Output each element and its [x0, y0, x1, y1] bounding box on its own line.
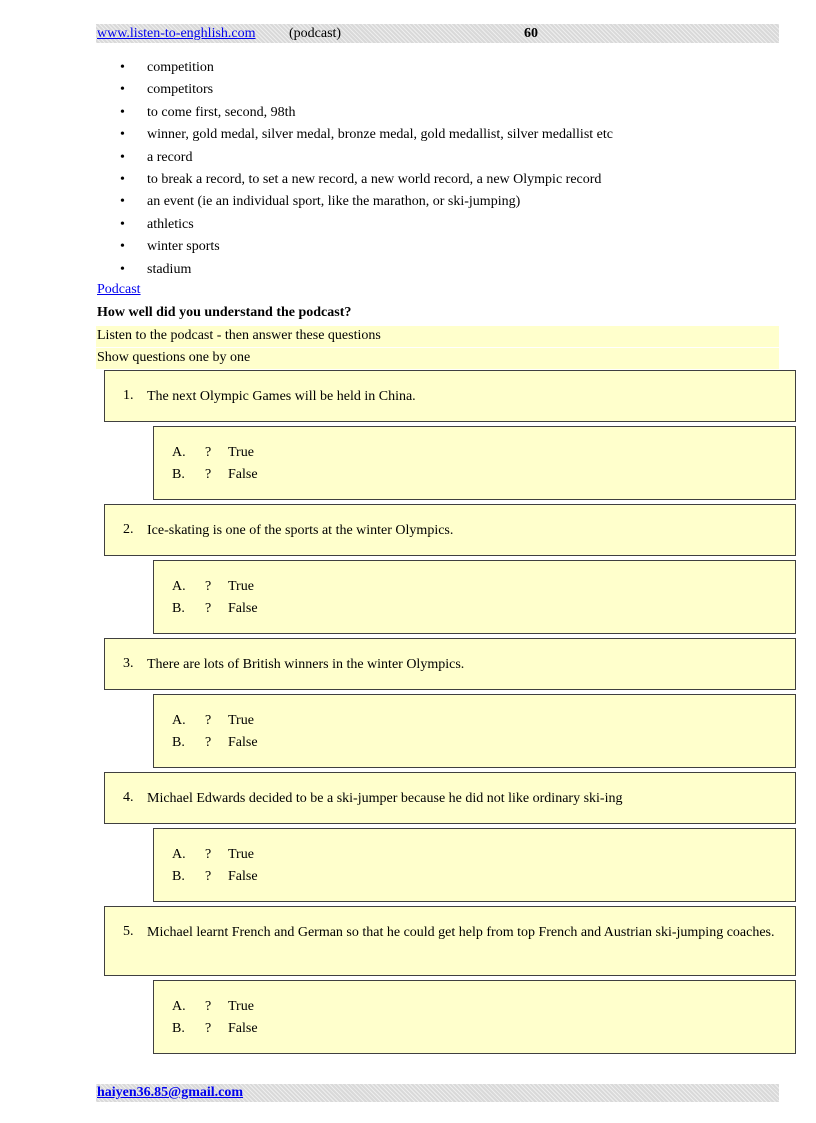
option-label: True [228, 579, 254, 594]
list-item: • competitors [120, 81, 613, 103]
question-number: 3. [123, 656, 134, 671]
option-letter: A. [172, 999, 186, 1014]
list-item: • winner, gold medal, silver medal, bronze medal, gold medallist, silver medallist etc [120, 126, 613, 148]
option-label: True [228, 847, 254, 862]
checkbox-icon[interactable]: ? [205, 735, 212, 750]
list-item: • a record [120, 149, 613, 171]
podcast-link[interactable]: Podcast [97, 282, 141, 297]
page-footer [96, 1084, 779, 1102]
answer-box-3 [153, 694, 796, 768]
option-letter: B. [172, 1021, 185, 1036]
option-letter: B. [172, 869, 185, 884]
question-box-1 [104, 370, 796, 422]
question-text: Michael learnt French and German so that he could get help from top French and Austrian ski-jumping coaches. [147, 925, 775, 940]
answer-box-2 [153, 560, 796, 634]
list-item: • an event (ie an individual sport, like the marathon, or ski-jumping) [120, 193, 613, 215]
checkbox-icon[interactable]: ? [205, 1021, 212, 1036]
option-label: True [228, 713, 254, 728]
site-link[interactable]: www.listen-to-enghlish.com [97, 26, 256, 41]
section-heading: How well did you understand the podcast? [97, 305, 352, 320]
question-number: 4. [123, 790, 134, 805]
answer-box-1 [153, 426, 796, 500]
answer-box-4 [153, 828, 796, 902]
option-letter: A. [172, 847, 186, 862]
option-letter: B. [172, 735, 185, 750]
question-box-4 [104, 772, 796, 824]
vocab-list [120, 59, 613, 283]
list-item: • athletics [120, 216, 613, 238]
question-number: 1. [123, 388, 134, 403]
list-item: • to come first, second, 98th [120, 104, 613, 126]
list-item: • winter sports [120, 238, 613, 260]
list-item: • to break a record, to set a new record, a new world record, a new Olympic record [120, 171, 613, 193]
option-label: False [228, 1021, 258, 1036]
option-label: False [228, 601, 258, 616]
checkbox-icon[interactable]: ? [205, 601, 212, 616]
instruction-line [96, 326, 779, 347]
list-item: • competition [120, 59, 613, 81]
question-box-3 [104, 638, 796, 690]
question-text: There are lots of British winners in the winter Olympics. [147, 657, 465, 672]
instruction-text: Listen to the podcast - then answer these questions [97, 328, 381, 343]
answer-box-5 [153, 980, 796, 1054]
page-number: 60 [524, 26, 538, 41]
list-item: • stadium [120, 261, 613, 283]
option-label: True [228, 999, 254, 1014]
option-label: False [228, 467, 258, 482]
option-label: False [228, 869, 258, 884]
page-header [96, 24, 779, 43]
question-box-5 [104, 906, 796, 976]
footer-email-link[interactable]: haiyen36.85@gmail.com [97, 1085, 244, 1100]
question-text: The next Olympic Games will be held in China. [147, 389, 416, 404]
option-letter: A. [172, 579, 186, 594]
checkbox-icon[interactable]: ? [205, 999, 212, 1014]
question-text: Michael Edwards decided to be a ski-jumper because he did not like ordinary ski-ing [147, 791, 623, 806]
checkbox-icon[interactable]: ? [205, 579, 212, 594]
question-box-2 [104, 504, 796, 556]
checkbox-icon[interactable]: ? [205, 467, 212, 482]
option-label: False [228, 735, 258, 750]
checkbox-icon[interactable]: ? [205, 869, 212, 884]
option-letter: A. [172, 445, 186, 460]
checkbox-icon[interactable]: ? [205, 713, 212, 728]
question-text: Ice-skating is one of the sports at the winter Olympics. [147, 523, 454, 538]
option-letter: B. [172, 601, 185, 616]
question-number: 2. [123, 522, 134, 537]
question-number: 5. [123, 924, 134, 939]
show-one-by-one-label: Show questions one by one [97, 350, 251, 365]
option-letter: B. [172, 467, 185, 482]
option-letter: A. [172, 713, 186, 728]
checkbox-icon[interactable]: ? [205, 847, 212, 862]
checkbox-icon[interactable]: ? [205, 445, 212, 460]
header-tag: (podcast) [289, 26, 342, 41]
option-label: True [228, 445, 254, 460]
show-one-by-one[interactable] [96, 348, 779, 369]
